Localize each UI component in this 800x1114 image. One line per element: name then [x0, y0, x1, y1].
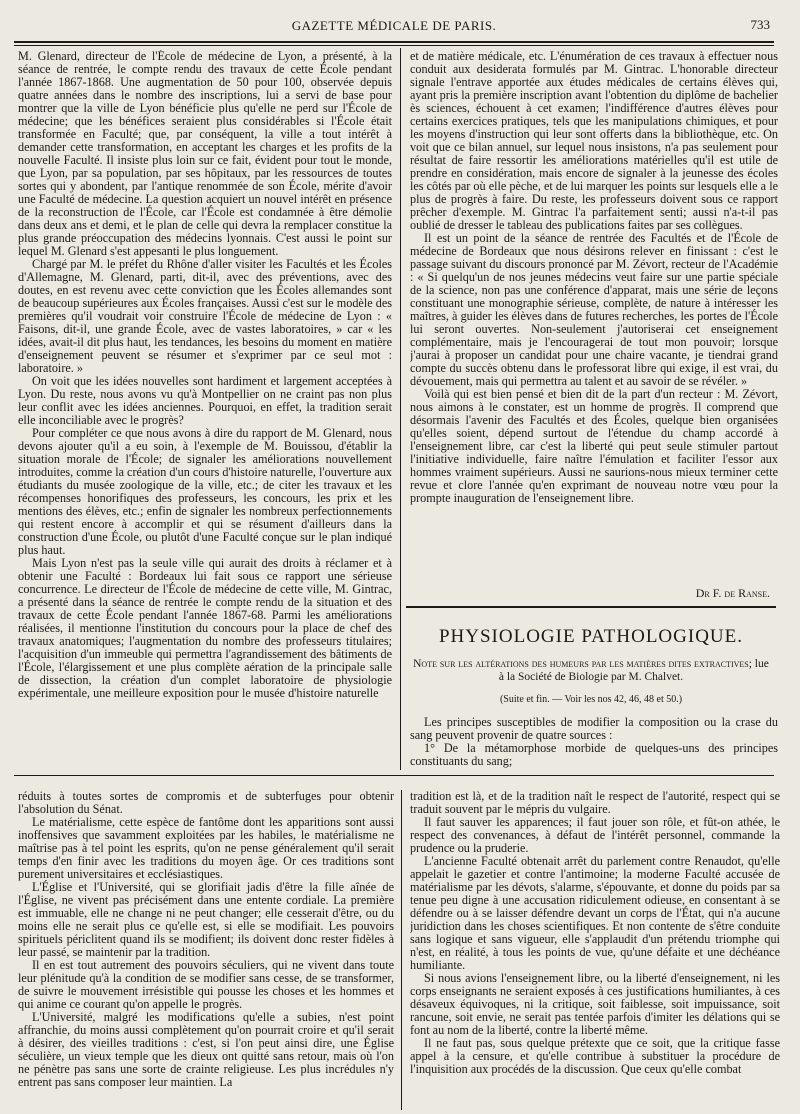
section-title: PHYSIOLOGIE PATHOLOGIQUE.: [438, 626, 744, 647]
page-header: [14, 6, 774, 36]
paragraph: Il est un point de la séance de rentrée des Facultés et de l'École de médecine de Bordeaux que nous désirons relever en finissant : c'est le passage suivant du discours prononcé par M. Zévort, recteur de l'Académie : « Si quelqu'un de nos jeunes médecins veut faire sur une partie spéciale de la science, non pas une conférence d'apparat, mais une série de leçons constituant une monographie sérieuse, complète, de nature à intéresser les maîtres, à guider les élèves dans de futures recherches, les portes de l'École lui seront ouvertes. Non-seulement j'autoriserai cet enseignement complémentaire, mais je l'encouragerai de tout mon pouvoir; lorsque j'aurai à proposer un candidat pour une chaire vacante, je tiendrai grand compte du succès obtenu dans le professorat libre qui exige, il est vrai, du dévouement, mais qui permettra au talent et au savoir de se révéler. »: [410, 231, 778, 388]
paragraph: Pour compléter ce que nous avons à dire du rapport de M. Glenard, nous devons ajouter qu'il a eu soin, à l'exemple de M. Bouissou, d'établir la situation morale de l'École; de signaler les améliorations nouvellement introduites, comme la création d'un cours d'histoire naturelle, l'ouverture aux étudiants du musée zoologique de la ville, etc.; de citer les travaux et les récompenses honorifiques des professeurs, les concours, les prix et les mentions des élèves, etc.; enfin de signaler les nombreux perfectionnements qui restent encore à accomplir et qui se résument d'ailleurs dans la construction d'une École, ou plutôt d'une Faculté conçue sur le plan indiqué plus haut.: [18, 426, 392, 557]
paragraph: et de matière médicale, etc. L'énumération de ces travaux à effectuer nous conduit aux desiderata formulés par M. Gintrac. L'honorable directeur signale l'entrave apportée aux études médicales de certains élèves qui, ayant pris la première inscription avant l'obtention du diplôme de bachelier ès sciences, échouent à cet examen; l'indifférence d'autres élèves pour certains exercices pratiques, tels que les manipulations chimiques, et pour les moyens d'instruction qui leur sont offerts dans la bibliothèque, etc. On voit que ce bilan annuel, sur lequel nous insistons, n'a pas seulement pour résultat de faire ressortir les améliorations matérielles qu'il est utile de prendre en considération, mais encore de signaler à la jeunesse des écoles les côtés par où elle pèche, et de lui marquer les points sur lesquels elle a le plus de progrès à faire. Du reste, les professeurs doivent sous ce rapport prêcher d'exemple. M. Gintrac l'a parfaitement senti; aussi n'a-t-il pas oublié de dresser le tableau des publications faites par ses collègues.: [410, 50, 778, 232]
column-divider: [401, 790, 402, 1110]
column-left-top: [18, 50, 392, 770]
section-rule: [406, 606, 776, 608]
paragraph: Chargé par M. le préfet du Rhône d'aller visiter les Facultés et les Écoles d'Allemagne, M. Glenard, parti, dit-il, avec des préventions, avec des doutes, en est revenu avec cette conviction que les Écoles allemandes sont de beaucoup supérieures aux Écoles françaises. Aussi c'est sur le modèle des premières qu'il voudrait voir construire l'École de médecine de Lyon : « Faisons, dit-il, une grande École, avec de vastes laboratoires, » car « les idées, avait-il dit plus haut, les tendances, les besoins du moment en matière d'enseignement peuvent se résumer et s'exprimer par ce seul mot : laboratoire. »: [18, 257, 392, 375]
paragraph: Les principes susceptibles de modifier la composition ou la crase du sang peuvent provenir de quatre sources :: [410, 716, 778, 742]
paragraph: Si nous avions l'enseignement libre, ou la liberté d'enseignement, ni les corps enseignants ne seraient exposés à ces justifications humiliantes, à ces désaveux équivoques, ni la critique, soit faiblesse, soit impuissance, soit rancune, soit envie, ne serait pas tentée parfois d'imiter les délations qui se font au nom de la liberté, contre la liberté même.: [410, 971, 780, 1037]
paragraph: L'ancienne Faculté obtenait arrêt du parlement contre Renaudot, qu'elle appelait le gazetier et contre l'antimoine; la moderne Faculté accusée de matérialisme par les dévots, s'alarme, s'épouvante, et donne du poids par sa tenue peu digne à une accusation ridiculement odieuse, en consentant à se défendre ou à se laisser défendre devant un corps de l'État, qui n'a aucune juridiction dans les choses scientifiques. Et non contente de s'être conduite sans logique et sans vigueur, elle s'applaudit d'un prétendu triomphe qui n'est, en réalité, à tous les points de vue, qu'une défaite et une déchéance humiliante.: [410, 854, 780, 972]
subtitle-rest: lue à la Société de Biologie par M. Chalvet.: [498, 658, 769, 683]
running-title: GAZETTE MÉDICALE DE PARIS.: [291, 18, 497, 33]
header-rule: [14, 41, 774, 46]
paragraph: On voit que les idées nouvelles sont hardiment et largement acceptées à Lyon. Du reste, nous avons vu qu'à Montpellier on ne craint pas non plus leur conflit avec les idées anciennes. Pourquoi, en effet, la tradition serait elle inconciliable avec le progrès?: [18, 374, 392, 427]
paragraph: M. Glenard, directeur de l'École de médecine de Lyon, a présenté, à la séance de rentrée, le compte rendu des travaux de cette École pendant l'année 1867-1868. Une augmentation de 50 pour 100, observée depuis quatre années dans le nombre des inscriptions, lui a servi de base pour montrer que la ville de Lyon bénéficie plus qu'elle ne perd sur l'École de médecine; que les bénéfices seraient plus considérables si l'École était transformée en Faculté; que, par conséquent, la ville a tout intérêt à demander cette transformation, en acceptant les charges et les profits de la nouvelle Faculté. Il insiste plus loin sur ce fait, évident pour tout le monde, que Lyon, par sa population, par ses hôpitaux, par les ressources de toutes sortes qui y abondent, par l'antique renommée de son École, mérite d'avoir une Faculté de médecine. La question acquiert un nouvel intérêt en présence de la reconstruction de l'École, car l'École est condamnée à être démolie dans deux ans et demi, et le plan de celle qui devra la remplacer constitue la plus grande préoccupation des médecins lyonnais. C'est aussi le point sur lequel M. Glenard s'est appesanti le plus longuement.: [18, 50, 392, 258]
paragraph: Mais Lyon n'est pas la seule ville qui aurait des droits à réclamer et à obtenir une Faculté : Bordeaux lui fait sous ce rapport une sérieuse concurrence. Le directeur de l'École de médecine de cette ville, M. Gintrac, a présenté dans la séance de rentrée le compte rendu de la situation et des travaux de cette École pendant l'année 1867-68. Parmi les améliorations réalisées, il mentionne l'institution du concours pour la place de chef des travaux anatomiques; l'augmentation du nombre des professeurs titulaires; l'acquisition d'un immeuble qui permettra l'agrandissement des bâtiments de l'École, l'élargissement et une plus complète aération de la principale salle de dissection, la création d'un complet laboratoire de physiologie expérimentale, une meilleure exposition pour le musée d'histoire naturelle: [18, 556, 392, 700]
paragraph: L'Église et l'Université, qui se glorifiait jadis d'être la fille aînée de l'Église, ne vivent pas précisément dans une entente cordiale. La première est immuable, elle ne change ni ne peut changer; elle cesserait d'être, ou du moins elle ne serait plus ce qu'elle est, si elle se modifiait. Les pouvoirs spirituels périclitent quand ils se modifient; ils doivent donc rester fidèles à leur passé, se maintenir par la tradition.: [18, 880, 394, 959]
paragraph: Il en est tout autrement des pouvoirs séculiers, qui ne vivent dans toute leur plénitude qu'à la condition de se modifier sans cesse, de se transformer, de suivre le mouvement irrésistible qui pousse les choses et les hommes et qui anime ce courant qu'on appelle le progrès.: [18, 958, 394, 1011]
column-divider: [400, 48, 401, 770]
column-right-bottom: [410, 790, 780, 1110]
section-body: [410, 716, 778, 774]
column-left-bottom: [18, 790, 394, 1110]
paragraph: réduits à toutes sortes de compromis et de subterfuges pour obtenir l'absolution du Sénat.: [18, 790, 394, 816]
author-signature: Dr F. de Ranse.: [695, 586, 770, 600]
paragraph: 1° De la métamorphose morbide de quelques-uns des principes constituants du sang;: [410, 741, 778, 768]
subtitle-lead: Note sur les altérations des humeurs par les matières dites extractives;: [413, 658, 752, 670]
paragraph: tradition est là, et de la tradition naît le respect de l'autorité, respect qui se traduit souvent par le mépris du vulgaire.: [410, 790, 780, 816]
feuilleton-rule: [14, 775, 774, 776]
paragraph: Il ne faut pas, sous quelque prétexte que ce soit, que la critique fasse appel à la censure, et qu'elle contribue à substituer la procédure de l'inquisition aux procédés de la discussion. Que ceux qu'elle combat: [410, 1036, 780, 1076]
paragraph: Voilà qui est bien pensé et bien dit de la part d'un recteur : M. Zévort, nous aimons à le constater, est un homme de progrès. Il comprend que désormais l'avenir des Facultés et des Écoles, quelque bien organisées qu'elles soient, dépend surtout de l'étendue du champ accordé à l'enseignement libre, car c'est la liberté qui peut seule stimuler partout l'initiative individuelle, faire naître l'émulation et faciliter l'essor aux hommes vraiment supérieurs. Aussi ne saurions-nous mieux terminer cette revue et clore l'année qu'en exprimant de nouveau notre vœu pour la prompte inauguration de l'enseignement libre.: [410, 387, 778, 505]
section-subtitle: [410, 658, 772, 684]
page-number: 733: [750, 17, 770, 32]
section-note: (Suite et fin. — Voir les nos 42, 46, 48 et 50.): [499, 694, 683, 705]
paragraph: Le matérialisme, cette espèce de fantôme dont les apparitions sont aussi inoffensives que savamment exploitées par les habiles, le matérialisme ne maîtrise pas à tel point les esprits, qu'on ne pense généralement qu'il serait temps d'en finir avec les traditions du moyen âge. Or ces traditions sont purement universitaires et ecclésiastiques.: [18, 815, 394, 881]
column-right-top: [410, 50, 778, 585]
paragraph: L'Université, malgré les modifications qu'elle a subies, n'est point affranchie, du moins aussi complètement qu'on pourrait croire et qu'il serait à désirer, des vieilles traditions : c'est, si l'on peut ainsi dire, une Église séculière, un vieux temple que les dieux ont quitté sans retour, mais où l'on ne pénètre pas sans une sorte de crainte religieuse. Les plus incrédules n'y entrent pas sans composer leur maintien. La: [18, 1010, 394, 1089]
paragraph: Il faut sauver les apparences; il faut jouer son rôle, et fût-on athée, le respect des convenances, à défaut de l'intérêt personnel, commande la prudence ou la pruderie.: [410, 815, 780, 855]
